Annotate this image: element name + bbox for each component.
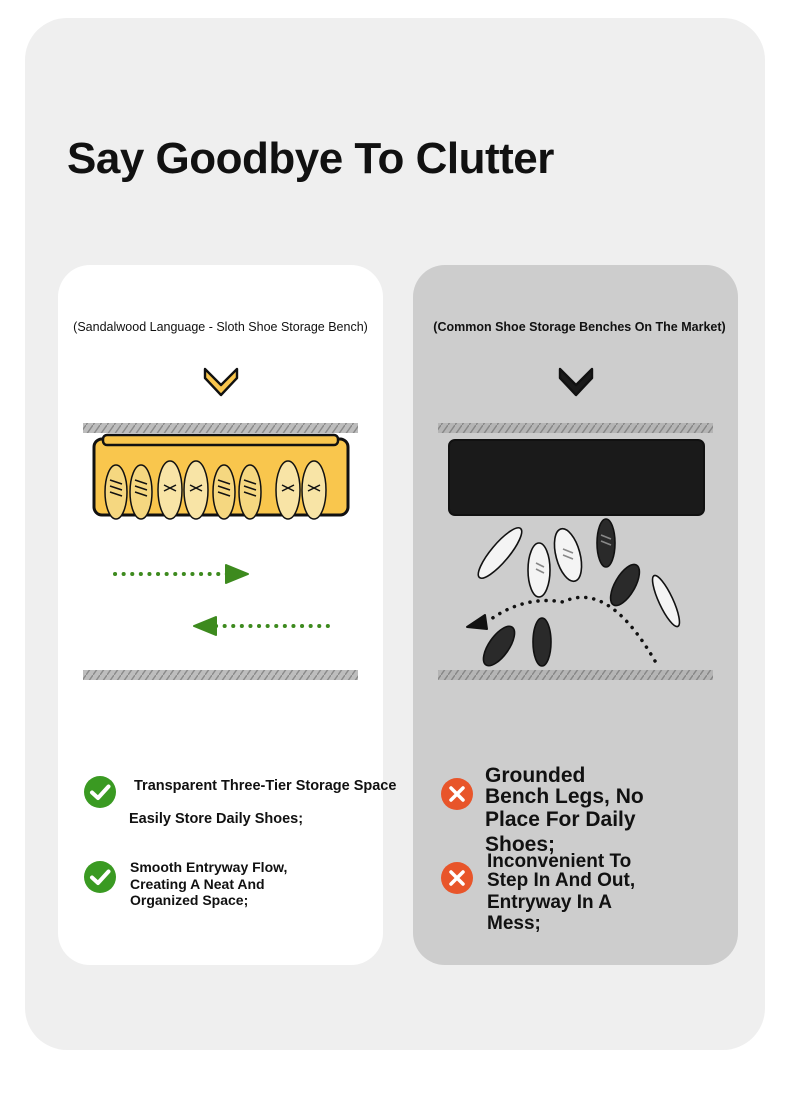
benefit-line: Creating A Neat And <box>130 876 265 892</box>
benefit-line: Smooth Entryway Flow, <box>130 859 288 875</box>
drawback-line: Bench Legs, No <box>485 785 644 808</box>
messy-bench-illustration <box>413 265 738 705</box>
drawback-line: Entryway In A <box>487 892 612 913</box>
cross-icon <box>440 861 474 895</box>
left-panel-caption: (Sandalwood Language - Sloth Shoe Storage Bench) <box>73 320 368 334</box>
drawback-line: Grounded <box>485 764 586 787</box>
bench-illustration <box>58 265 383 705</box>
chevron-down-icon <box>560 369 592 395</box>
wall-bottom <box>83 670 358 680</box>
arrow-left-icon <box>194 617 328 635</box>
dark-bench <box>449 440 704 515</box>
cross-icon <box>440 777 474 811</box>
drawback-line: Inconvenient To <box>487 851 632 872</box>
wall-bottom <box>438 670 713 680</box>
benefit-line: Transparent Three-Tier Storage Space <box>134 778 397 794</box>
shoe-icon <box>473 519 685 671</box>
arrow-right-icon <box>115 565 248 583</box>
page-title: Say Goodbye To Clutter <box>67 134 554 183</box>
chevron-down-icon <box>205 369 237 395</box>
right-panel-caption: (Common Shoe Storage Benches On The Market) <box>433 320 726 334</box>
check-icon <box>83 860 117 894</box>
wall-top <box>438 423 713 433</box>
drawback-line: Mess; <box>487 913 541 934</box>
drawback-line: Step In And Out, <box>487 870 636 891</box>
right-panel <box>413 265 738 965</box>
left-panel <box>58 265 397 965</box>
check-icon <box>83 775 117 809</box>
drawback-line: Place For Daily <box>485 808 636 831</box>
wall-top <box>83 423 358 433</box>
storage-bench <box>94 435 348 519</box>
benefit-line: Organized Space; <box>130 892 249 908</box>
benefit-line: Easily Store Daily Shoes; <box>129 811 304 827</box>
drawback-line: Shoes; <box>485 833 556 856</box>
